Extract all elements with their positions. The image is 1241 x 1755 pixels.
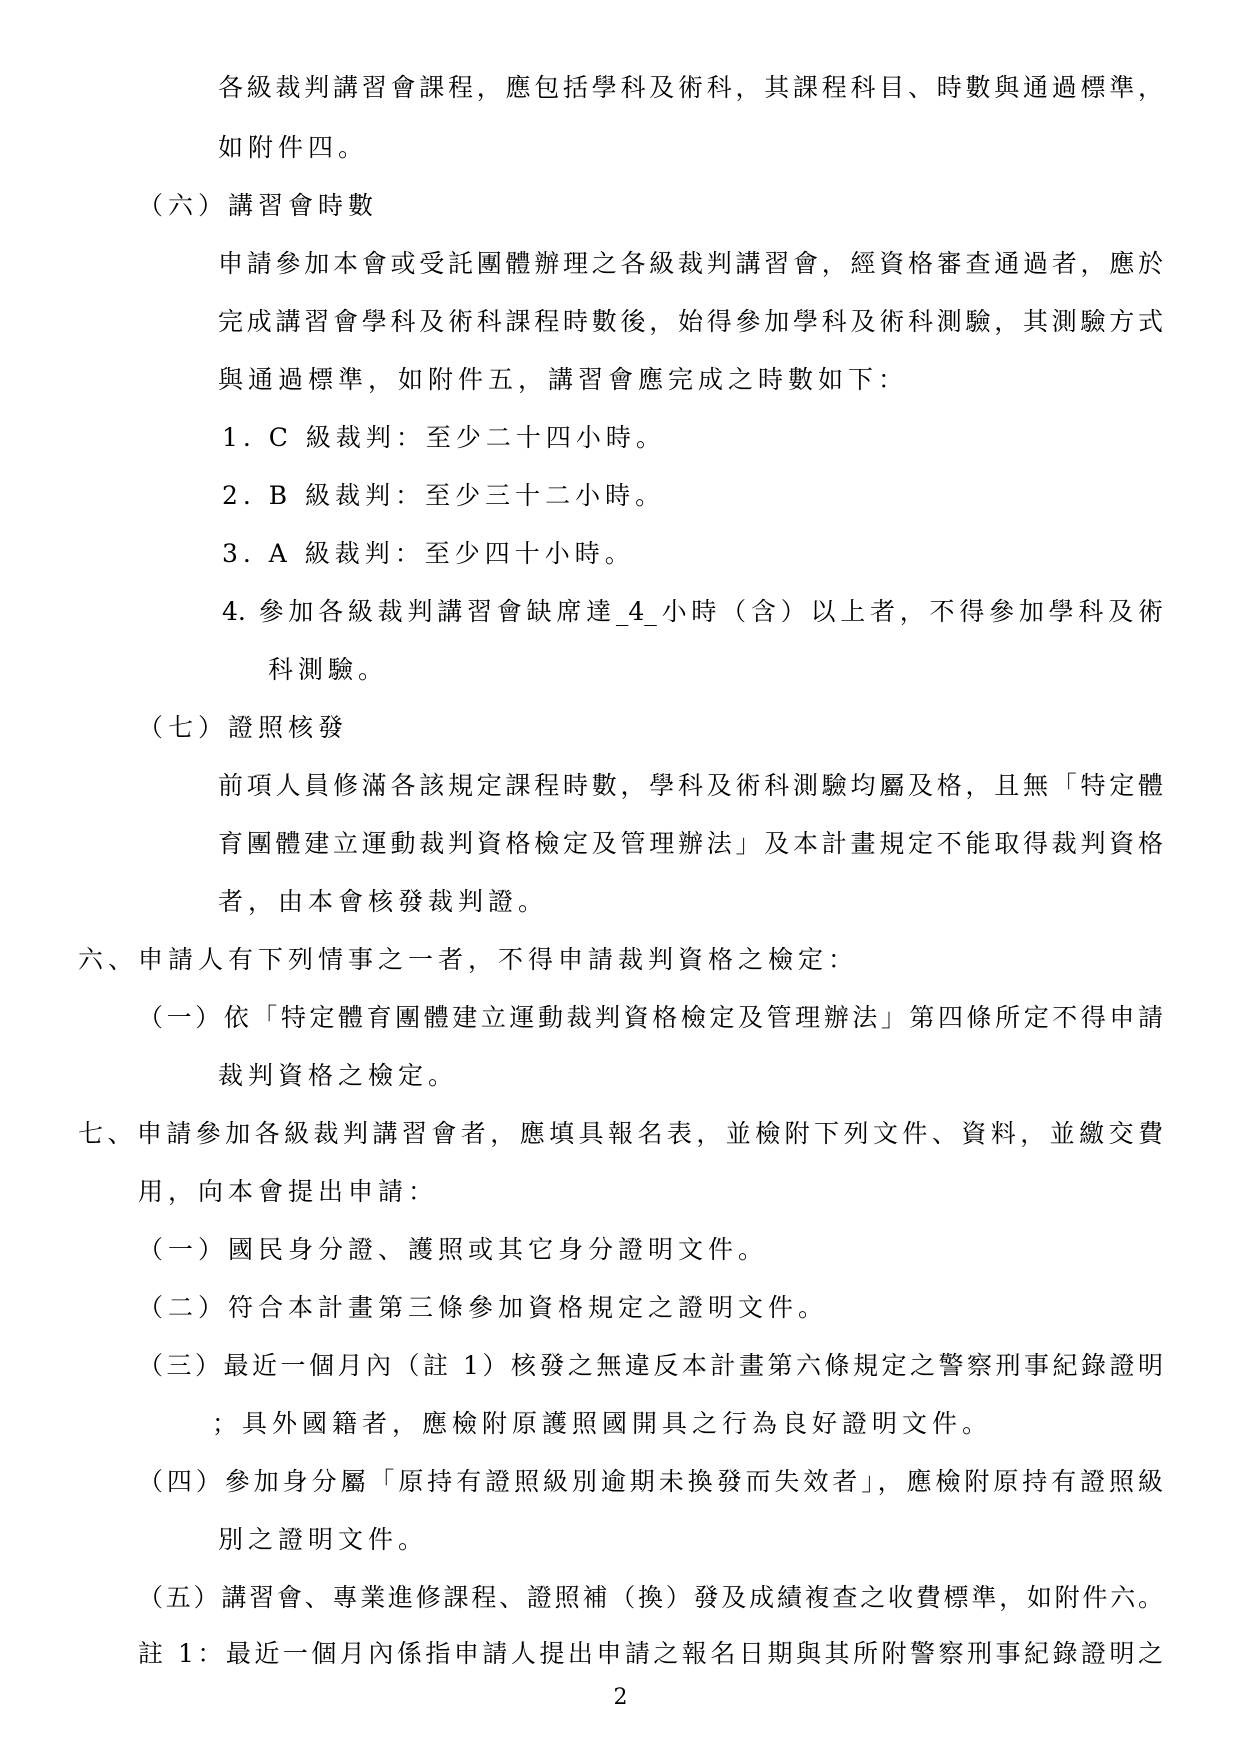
text-line: 申請參加本會或受託團體辦理之各級裁判講習會，經資格審查通過者，應於	[218, 249, 1163, 278]
text-line: 前項人員修滿各該規定課程時數，學科及術科測驗均屬及格，且無「特定體	[218, 771, 1163, 800]
text-line: 者，由本會核發裁判證。	[218, 887, 549, 916]
list-item: （四）參加身分屬「原持有證照級別逾期未換發而失效者」，應檢附原持有證照級	[138, 1467, 1163, 1496]
section-heading: 七、申請參加各級裁判講習會者，應填具報名表，並檢附下列文件、資料，並繳交費	[78, 1119, 1163, 1148]
text-line: 育團體建立運動裁判資格檢定及管理辦法」及本計畫規定不能取得裁判資格	[218, 829, 1163, 858]
page-number: 2	[613, 1685, 628, 1710]
list-item: 4. 參加各級裁判講習會缺席達_4_小時（含）以上者，不得參加學科及術	[222, 597, 1163, 626]
text-line: 與通過標準，如附件五，講習會應完成之時數如下：	[218, 365, 909, 394]
text-line: 裁判資格之檢定。	[218, 1061, 459, 1090]
list-item: 2. B 級裁判：至少三十二小時。	[222, 481, 666, 510]
text-line: 各級裁判講習會課程，應包括學科及術科，其課程科目、時數與通過標準，	[218, 73, 1163, 102]
text-line: 用，向本會提出申請：	[138, 1177, 439, 1206]
section-heading: （六）講習會時數	[138, 191, 379, 220]
list-item: 1. C 級裁判：至少二十四小時。	[222, 423, 666, 452]
list-item: 3. A 級裁判：至少四十小時。	[222, 539, 635, 568]
list-item: （一）依「特定體育團體建立運動裁判資格檢定及管理辦法」第四條所定不得申請	[138, 1003, 1163, 1032]
text-line: 科測驗。	[268, 655, 389, 684]
text-line: 別之證明文件。	[218, 1525, 429, 1554]
footnote: 註 1：最近一個月內係指申請人提出申請之報名日期與其所附警察刑事紀錄證明之	[138, 1639, 1163, 1668]
list-item: （一）國民身分證、護照或其它身分證明文件。	[138, 1235, 769, 1264]
section-heading: 六、申請人有下列情事之一者，不得申請裁判資格之檢定：	[78, 945, 859, 974]
list-item: （三）最近一個月內（註 1）核發之無違反本計畫第六條規定之警察刑事紀錄證明	[138, 1351, 1163, 1380]
section-heading: （七）證照核發	[138, 713, 349, 742]
list-item: （二）符合本計畫第三條參加資格規定之證明文件。	[138, 1293, 829, 1322]
text-line: 如附件四。	[218, 133, 369, 162]
text-line: 完成講習會學科及術科課程時數後，始得參加學科及術科測驗，其測驗方式	[218, 307, 1163, 336]
text-line: ；具外國籍者，應檢附原護照國開具之行為良好證明文件。	[212, 1409, 993, 1438]
list-item: （五）講習會、專業進修課程、證照補（換）發及成績複查之收費標準，如附件六。	[138, 1583, 1163, 1612]
